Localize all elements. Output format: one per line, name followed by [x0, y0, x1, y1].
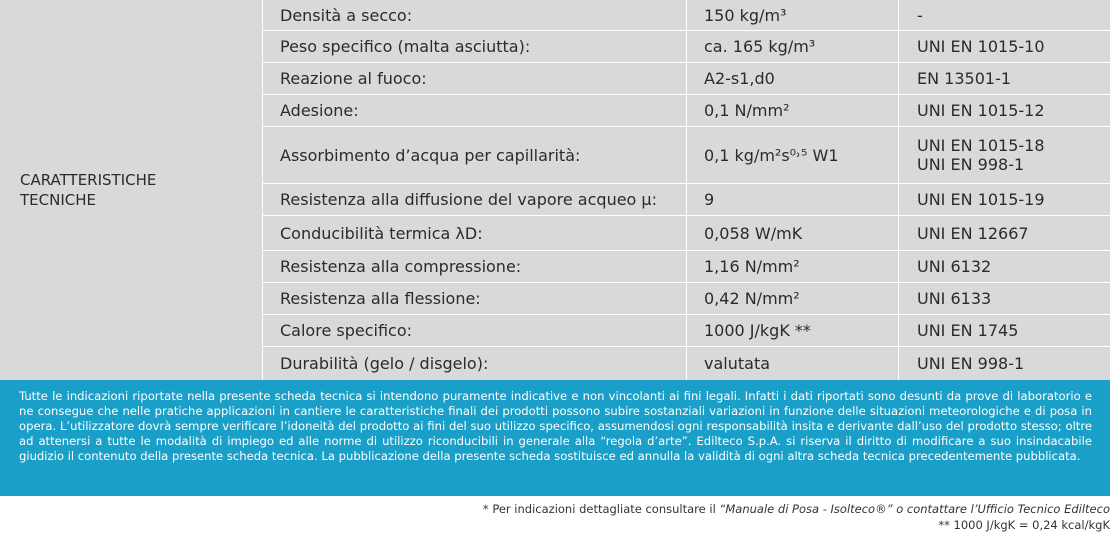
standard-cell: UNI 6133	[917, 289, 992, 308]
value-cell: 1000 J/kgK **	[687, 315, 899, 346]
value-cell: 0,1 kg/m²s⁰˒⁵ W1	[687, 127, 899, 183]
footnote-manual-title: “Manuale di Posa - Isolteco®”	[719, 502, 893, 516]
standard-cell: EN 13501-1	[917, 69, 1012, 88]
property-cell: Reazione al fuoco:	[262, 63, 687, 94]
property-cell: Resistenza alla compressione:	[262, 251, 687, 282]
property-cell: Conducibilità termica λD:	[262, 216, 687, 250]
table-row	[262, 95, 1110, 127]
standard-cell: UNI EN 12667	[917, 223, 1029, 243]
table-row	[262, 251, 1110, 283]
property-cell: Durabilità (gelo / disgelo):	[262, 347, 687, 380]
value-cell: 0,42 N/mm²	[687, 283, 899, 314]
standard-cell: UNI EN 1745	[917, 321, 1019, 340]
table-row	[262, 347, 1110, 380]
value-cell: 150 kg/m³	[687, 0, 899, 30]
table-row	[262, 283, 1110, 315]
value-cell: A2-s1,d0	[687, 63, 899, 94]
footnote-manual	[483, 502, 1110, 517]
standard-line-2: UNI EN 998-1	[917, 155, 1025, 174]
table-row	[262, 31, 1110, 63]
standard-cell: UNI EN 1015-19	[917, 190, 1045, 209]
table-row	[262, 63, 1110, 95]
table-rows	[262, 0, 1110, 380]
table-row	[262, 315, 1110, 347]
standard-cell: UNI EN 1015-10	[917, 37, 1045, 56]
standard-cell: UNI EN 998-1	[917, 354, 1025, 373]
standard-cell: -	[917, 5, 923, 25]
footnote-manual-prefix: * Per indicazioni dettagliate consultare il	[482, 502, 720, 516]
value-cell: 9	[687, 184, 899, 215]
standard-cell	[899, 127, 1110, 183]
property-cell: Densità a secco:	[262, 0, 687, 30]
section-label: CARATTERISTICHE TECNICHE	[20, 171, 157, 209]
standard-line-1: UNI EN 1015-18	[917, 136, 1045, 155]
property-cell: Resistenza alla diffusione del vapore acqueo μ:	[262, 184, 687, 215]
property-cell: Peso specifico (malta asciutta):	[262, 31, 687, 62]
table-row	[262, 184, 1110, 216]
property-cell: Adesione:	[262, 95, 687, 126]
property-cell: Calore specifico:	[262, 315, 687, 346]
table-row	[262, 127, 1110, 184]
value-cell: valutata	[687, 347, 899, 380]
property-cell: Resistenza alla flessione:	[262, 283, 687, 314]
column-divider	[262, 0, 263, 380]
property-cell: Assorbimento d’acqua per capillarità:	[262, 127, 687, 183]
footnote-manual-suffix: o contattare l’Ufficio Tecnico Edilteco	[892, 502, 1110, 516]
value-cell: 1,16 N/mm²	[687, 251, 899, 282]
value-cell: 0,1 N/mm²	[687, 95, 899, 126]
value-cell: 0,058 W/mK	[687, 216, 899, 250]
value-cell: ca. 165 kg/m³	[687, 31, 899, 62]
table-row	[262, 0, 1110, 31]
table-row	[262, 216, 1110, 251]
standard-cell: UNI EN 1015-12	[917, 101, 1045, 120]
footnote-conversion: ** 1000 J/kgK = 0,24 kcal/kgK	[938, 518, 1110, 532]
disclaimer-band: Tutte le indicazioni riportate nella presente scheda tecnica si intendono puramente indicative e non vincolanti ai fini legali. Infatti i dati riportati sono desunti da prove di laboratorio e ne consegue che nelle pratiche applicazioni in cantiere le caratteristiche finali dei prodotti possono subire sostanziali variazioni in funzione delle situazioni meteorologiche e di posa in opera. L’utilizzatore dovrà sempre verificare l’idoneità del prodotto ai fini del suo utilizzo specifico, assumendosi ogni responsabilità insita e derivante dall’uso del prodotto stesso; oltre ad attenersi a tutte le modalità di impiego ed alle norme di utilizzo riconducibili in generale alla “regola d’arte”. Edilteco S.p.A. si riserva il diritto di modificare a suo insindacabile giudizio il contenuto della presente scheda tecnica. La pubblicazione della presente scheda sostituisce ed annulla la validità di ogni altra scheda tecnica precedentemente pubblicata.	[0, 380, 1110, 496]
standard-cell: UNI 6132	[917, 257, 992, 276]
